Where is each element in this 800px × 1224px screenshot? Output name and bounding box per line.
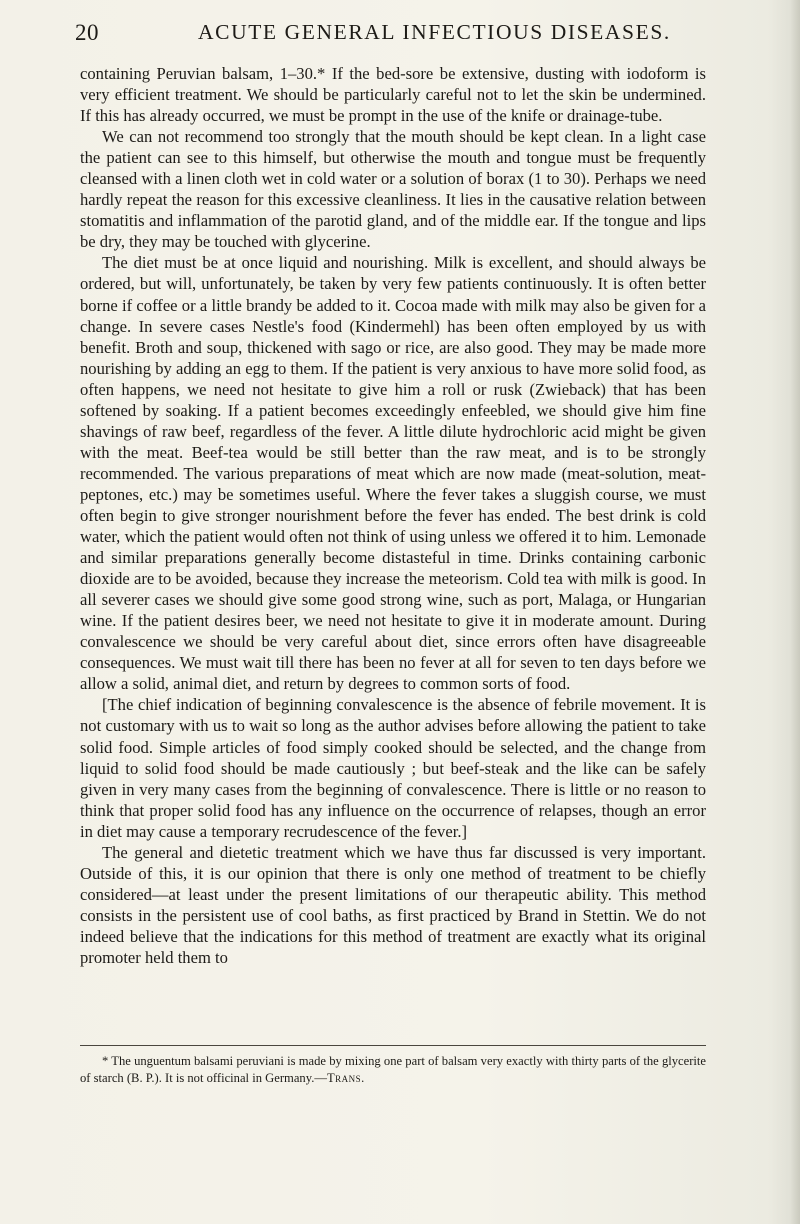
paragraph: containing Peruvian balsam, 1–30.* If the bed-sore be extensive, dusting with iodoform is very efficient treatment. We should be particularly careful not to let the skin be undermined. If this has already occurred, we must be prompt in the use of the knife or drainage-tube. bbox=[80, 64, 706, 126]
footnote-text bbox=[80, 1053, 706, 1087]
paragraph: The general and dietetic treatment which we have thus far discussed is very important. Outside of this, it is our opinion that there is only one method of treatment to be chiefly considered—at least under the present limitations of our therapeutic ability. This method consists in the persistent use of cool baths, as first practiced by Brand in Stettin. We do not indeed believe that the indications for this method of treatment are exactly what its original promoter held them to bbox=[80, 842, 706, 967]
page-number: 20 bbox=[75, 20, 99, 45]
footnote-body: * The unguentum balsami peruviani is made by mixing one part of balsam very exactly with thirty parts of the glycerite of starch (B. P.). It is not officinal in Germany.— bbox=[80, 1054, 706, 1085]
paragraph: [The chief indication of beginning convalescence is the absence of febrile movement. It is not customary with us to wait so long as the author advises before allowing the patient to take solid food. Simple articles of food simply cooked should be selected, and the change from liquid to solid food should be made cautiously ; but beef-steak and the like can be safely given in very many cases from the beginning of convalescence. There is little or no reason to think that proper solid food has any influence on the occurrence of relapses, though an error in diet may cause a temporary recrudescence of the fever.] bbox=[80, 695, 706, 841]
footnote-rule bbox=[80, 1045, 706, 1046]
body-text bbox=[80, 63, 706, 968]
running-title: ACUTE GENERAL INFECTIOUS DISEASES. bbox=[198, 20, 671, 44]
page-edge-shadow bbox=[790, 0, 800, 1224]
running-head bbox=[75, 18, 725, 52]
paragraph: We can not recommend too strongly that the mouth should be kept clean. In a light case the patient can see to this himself, but otherwise the mouth and tongue must be frequently cleansed with a linen cloth wet in cold water or a solution of borax (1 to 30). Perhaps we need hardly repeat the reason for this excessive cleanliness. It lies in the causative relation between stomatitis and inflammation of the parotid gland, and of the middle ear. If the tongue and lips be dry, they may be touched with glycerine. bbox=[80, 127, 706, 252]
footnote-attribution: Trans. bbox=[326, 1071, 365, 1085]
footnote bbox=[80, 1053, 706, 1087]
paragraph: The diet must be at once liquid and nourishing. Milk is excellent, and should always be ordered, but will, unfortunately, be taken by very few patients continuously. It is often better borne if coffee or a little brandy be added to it. Cocoa made with milk may also be given for a change. In severe cases Nestle's food (Kindermehl) has been often employed by us with benefit. Broth and soup, thickened with sago or rice, are also good. They may be made more nourishing by adding an egg to them. If the patient is very anxious to have more solid food, as often happens, we need not hesitate to give him a roll or rusk (Zwieback) that has been softened by soaking. If a patient becomes exceedingly enfeebled, we should give him fine shavings of raw beef, regardless of the fever. A little dilute hydrochloric acid might be given with the meat. Beef-tea would be still better than the raw meat, and is to be strongly recommended. The various preparations of meat which are now made (meat-solution, meat-peptones, etc.) may be sometimes useful. Where the fever takes a sluggish course, we must often begin to give stronger nourishment before the fever has ended. The best drink is cold water, which the patient would often not think of using unless we offered it to him. Lemonade and similar preparations generally become distasteful in time. Drinks containing carbonic dioxide are to be avoided, because they increase the meteorism. Cold tea with milk is good. In all severer cases we should give some good strong wine, such as port, Malaga, or Hungarian wine. If the patient desires beer, we need not hesitate to give it in moderate amount. During convalescence we should be very careful about diet, since errors often have disagreeable consequences. We must wait till there has been no fever at all for seven to ten days before we allow a solid, animal diet, and return by degrees to common sorts of food. bbox=[80, 253, 706, 694]
